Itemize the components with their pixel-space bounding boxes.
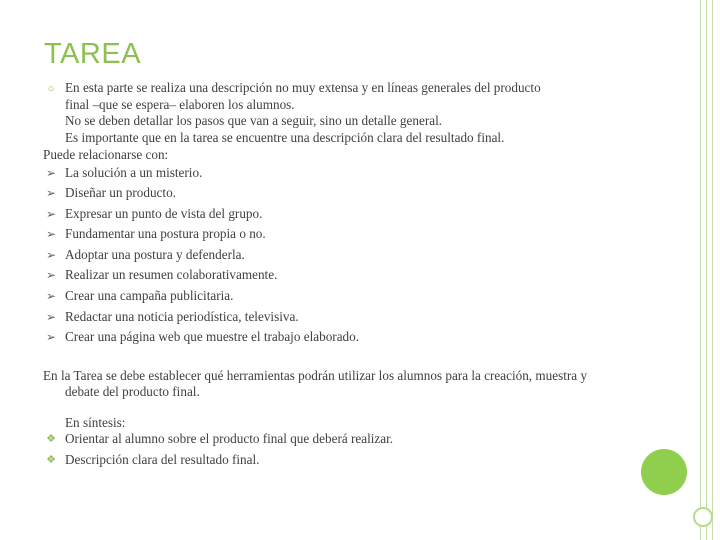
related-list: [43, 165, 618, 350]
arrowhead-bullet-icon: ➢: [45, 186, 57, 201]
arrowhead-bullet-icon: ➢: [45, 309, 57, 324]
decorative-rule-1: [700, 0, 701, 540]
list-item: ➢ Redactar una noticia periodística, televisiva.: [43, 309, 618, 330]
arrowhead-bullet-icon: ➢: [45, 247, 57, 262]
synthesis-list: [43, 431, 618, 472]
list-item: ❖ Orientar al alumno sobre el producto final que deberá realizar.: [43, 431, 618, 452]
slide-content: [43, 80, 618, 473]
list-item: ➢ La solución a un misterio.: [43, 165, 618, 186]
decorative-rule-3: [712, 0, 713, 540]
list-item: ➢ Diseñar un producto.: [43, 185, 618, 206]
list-item: ➢ Expresar un punto de vista del grupo.: [43, 206, 618, 227]
diamond-bullet-icon: ❖: [46, 453, 56, 466]
arrowhead-bullet-icon: ➢: [45, 206, 57, 221]
intro-line: No se deben detallar los pasos que van a seguir, sino un detalle general.: [65, 113, 443, 128]
arrowhead-bullet-icon: ➢: [45, 268, 57, 283]
intro-paragraph: [43, 80, 618, 146]
intro-line: Es importante que en la tarea se encuentre una descripción clara del resultado final.: [65, 129, 505, 145]
arrowhead-bullet-icon: ➢: [45, 289, 57, 304]
list-item: ➢ Realizar un resumen colaborativamente.: [43, 267, 618, 288]
hollow-circle-bullet-icon: ○: [47, 83, 55, 95]
diamond-bullet-icon: ❖: [46, 433, 56, 446]
arrowhead-bullet-icon: ➢: [45, 165, 57, 180]
list-item: ➢ Adoptar una postura y defenderla.: [43, 247, 618, 268]
slide-title: TAREA: [44, 38, 142, 70]
tools-paragraph: En la Tarea se debe establecer qué herramientas podrán utilizar los alumnos para la creación, muestra y debate del producto final.: [43, 367, 588, 400]
decorative-circle-large: [641, 449, 687, 495]
arrowhead-bullet-icon: ➢: [45, 227, 57, 242]
intro-line: En esta parte se realiza una descripción no muy extensa y en líneas generales del producto: [65, 80, 541, 95]
list-item: ➢ Crear una página web que muestre el trabajo elaborado.: [43, 329, 618, 350]
list-item: ❖ Descripción clara del resultado final.: [43, 452, 618, 473]
intro-line: final –que se espera– elaboren los alumnos.: [65, 96, 295, 112]
decorative-rule-2: [706, 0, 707, 540]
arrowhead-bullet-icon: ➢: [45, 330, 57, 345]
synthesis-heading: En síntesis:: [65, 414, 126, 430]
decorative-circle-small: [693, 507, 713, 527]
list-item: ➢ Fundamentar una postura propia o no.: [43, 226, 618, 247]
related-heading: Puede relacionarse con:: [43, 147, 169, 162]
list-item: ➢ Crear una campaña publicitaria.: [43, 288, 618, 309]
